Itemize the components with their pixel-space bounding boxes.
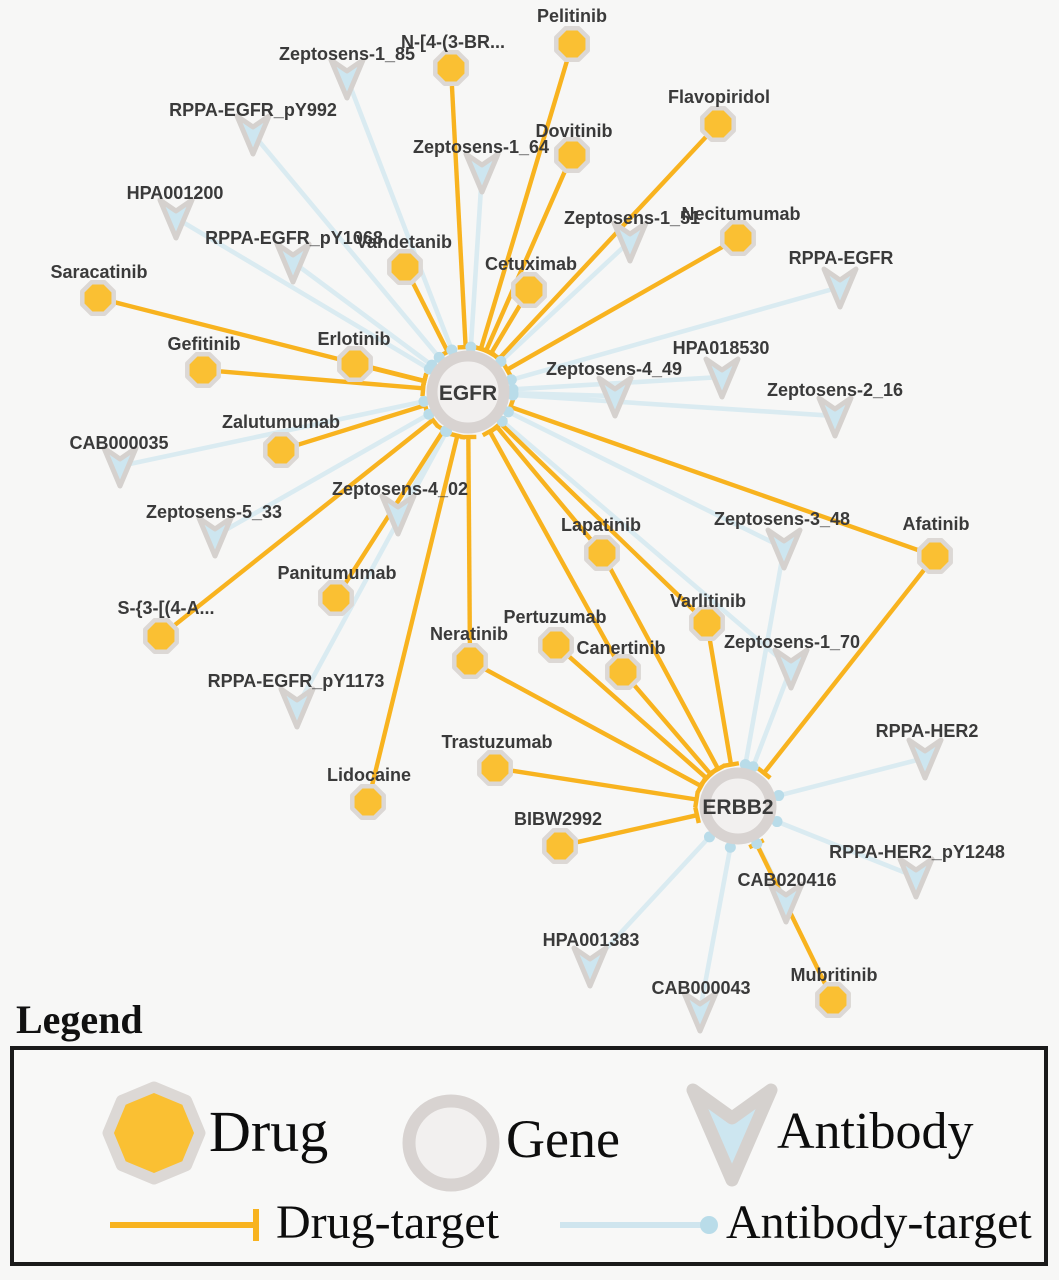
- drug-node-flavopiridol[interactable]: [702, 108, 733, 139]
- drug-octagon: [607, 656, 638, 687]
- cetuximab-label: Cetuximab: [484, 254, 578, 274]
- rppa-egfr-label: RPPA-EGFR: [788, 248, 894, 268]
- drug-node-trastuzumab[interactable]: [479, 752, 510, 783]
- drug-node-zalutumumab[interactable]: [265, 434, 296, 465]
- edge-varlitinib-erbb2: [710, 641, 731, 765]
- antibody-chevron: [160, 200, 192, 238]
- drug-octagon: [265, 434, 296, 465]
- drug-node-n-4-3-br[interactable]: [435, 52, 466, 83]
- antibody-chevron: [775, 650, 807, 688]
- drug-octagon: [389, 251, 420, 282]
- varlitinib-label: Varlitinib: [669, 591, 747, 611]
- drug-octagon: [352, 786, 383, 817]
- z1-51-label: Zeptosens-1_51: [563, 208, 701, 228]
- dovitinib-label: Dovitinib: [535, 121, 613, 141]
- s-3-4-a-label: S-{3-[(4-A...: [117, 598, 215, 618]
- drug-node-erlotinib[interactable]: [339, 348, 370, 379]
- antibody-node-z1-85[interactable]: [331, 60, 363, 98]
- drug-node-pertuzumab[interactable]: [540, 629, 571, 660]
- drug-node-bibw2992[interactable]: [544, 830, 575, 861]
- z1-85-label: Zeptosens-1_85: [278, 44, 416, 64]
- drug-octagon: [513, 274, 544, 305]
- antibody-node-z1-64[interactable]: [466, 154, 498, 192]
- antibody-chevron: [104, 448, 136, 486]
- canertinib-label: Canertinib: [576, 638, 666, 658]
- lidocaine-label: Lidocaine: [326, 765, 412, 785]
- drug-node-canertinib[interactable]: [607, 656, 638, 687]
- flavopiridol-label: Flavopiridol: [667, 87, 771, 107]
- edge-n-4-3-br-egfr: [452, 86, 466, 347]
- drug-node-mubritinib[interactable]: [817, 984, 848, 1015]
- antibody-node-hpa001383[interactable]: [574, 948, 606, 986]
- drug-octagon: [556, 139, 587, 170]
- antibody-node-py1248[interactable]: [900, 859, 932, 897]
- py1173-label: RPPA-EGFR_pY1173: [207, 671, 385, 691]
- hpa001383-label: HPA001383: [542, 930, 640, 950]
- antibody-node-icon: [682, 1078, 782, 1188]
- hpa001200-label: HPA001200: [126, 183, 224, 203]
- drug-octagon: [145, 620, 176, 651]
- drug-node-lapatinib[interactable]: [586, 537, 617, 568]
- tee-arrowhead: [695, 792, 697, 808]
- erlotinib-label: Erlotinib: [317, 329, 391, 349]
- n-4-3-br-label: N-[4-(3-BR...: [401, 32, 505, 52]
- drug-node-gefitinib[interactable]: [187, 354, 218, 385]
- antibody-node-z1-51[interactable]: [614, 223, 646, 261]
- tee-arrowhead: [695, 807, 699, 823]
- antibody-chevron: [277, 244, 309, 282]
- legend-drug-label: Drug: [209, 1099, 329, 1164]
- lapatinib-label: Lapatinib: [561, 515, 641, 535]
- z2-16-label: Zeptosens-2_16: [766, 380, 904, 400]
- gene-node-icon: [396, 1088, 506, 1198]
- antibody-chevron: [614, 223, 646, 261]
- drug-octagon: [556, 28, 587, 59]
- rppa-her2-label: RPPA-HER2: [875, 721, 979, 741]
- py1068-label: RPPA-EGFR_pY1068: [205, 228, 383, 248]
- legend-antibody-label: Antibody: [777, 1103, 974, 1160]
- edge-trastuzumab-erbb2: [513, 771, 697, 800]
- tee-arrowhead: [422, 373, 426, 389]
- antibody-node-py1173[interactable]: [281, 689, 313, 727]
- z1-70-label: Zeptosens-1_70: [723, 632, 861, 652]
- py992-label: RPPA-EGFR_pY992: [169, 100, 337, 120]
- antibody-chevron: [466, 154, 498, 192]
- pelitinib-label: Pelitinib: [536, 6, 608, 26]
- z5-33-label: Zeptosens-5_33: [145, 502, 283, 522]
- drug-node-pelitinib[interactable]: [556, 28, 587, 59]
- z3-48-label: Zeptosens-3_48: [713, 509, 851, 529]
- mubritinib-label: Mubritinib: [790, 965, 878, 985]
- drug-octagon: [82, 282, 113, 313]
- pertuzumab-label: Pertuzumab: [503, 607, 607, 627]
- hpa018530-label: HPA018530: [672, 338, 770, 358]
- drug-node-varlitinib[interactable]: [691, 607, 722, 638]
- drug-octagon: [435, 52, 466, 83]
- cab000043-label: CAB000043: [651, 978, 751, 998]
- legend-gene-label: Gene: [506, 1109, 620, 1169]
- cab000035-label: CAB000035: [69, 433, 169, 453]
- erbb2-label: ERBB2: [702, 796, 774, 819]
- antibody-chevron: [574, 948, 606, 986]
- drug-node-vandetanib[interactable]: [389, 251, 420, 282]
- antibody-chevron: [199, 518, 231, 556]
- antibody-target-edge-icon: [554, 1205, 724, 1245]
- egfr-label: EGFR: [438, 382, 498, 405]
- drug-octagon: [919, 540, 950, 571]
- edge-z1-64-egfr: [471, 180, 482, 347]
- antibody-node-cab000035[interactable]: [104, 448, 136, 486]
- drug-node-s-3-4-a[interactable]: [145, 620, 176, 651]
- necitumumab-label: Necitumumab: [681, 204, 801, 224]
- edge-erlotinib-egfr: [372, 368, 424, 381]
- drug-target-edge-icon: [104, 1205, 274, 1245]
- gefitinib-label: Gefitinib: [167, 334, 241, 354]
- drug-octagon: [586, 537, 617, 568]
- z1-64-label: Zeptosens-1_64: [412, 137, 550, 157]
- antibody-chevron: [768, 530, 800, 568]
- bibw2992-label: BIBW2992: [513, 809, 603, 829]
- z4-02-label: Zeptosens-4_02: [331, 479, 469, 499]
- antibody-node-hpa001200[interactable]: [160, 200, 192, 238]
- antibody-chevron: [900, 859, 932, 897]
- drug-node-saracatinib[interactable]: [82, 282, 113, 313]
- drug-node-cetuximab[interactable]: [513, 274, 544, 305]
- afatinib-label: Afatinib: [902, 514, 970, 534]
- drug-octagon: [454, 645, 485, 676]
- drug-node-dovitinib[interactable]: [556, 139, 587, 170]
- cab020416-label: CAB020416: [737, 870, 837, 890]
- drug-node-lidocaine[interactable]: [352, 786, 383, 817]
- drug-octagon: [320, 582, 351, 613]
- drug-node-panitumumab[interactable]: [320, 582, 351, 613]
- antibody-node-z1-70[interactable]: [775, 650, 807, 688]
- panitumumab-label: Panitumumab: [277, 563, 397, 583]
- trastuzumab-label: Trastuzumab: [441, 732, 553, 752]
- drug-node-icon: [99, 1078, 209, 1188]
- drug-node-afatinib[interactable]: [919, 540, 950, 571]
- vandetanib-label: Vandetanib: [355, 232, 453, 252]
- tee-arrowhead: [723, 763, 739, 766]
- legend-drug-target-label: Drug-target: [276, 1196, 500, 1249]
- antibody-chevron: [281, 689, 313, 727]
- legend-antibody-target-label: Antibody-target: [726, 1196, 1032, 1249]
- antibody-node-z3-48[interactable]: [768, 530, 800, 568]
- drug-node-necitumumab[interactable]: [722, 222, 753, 253]
- zalutumumab-label: Zalutumumab: [221, 412, 341, 432]
- saracatinib-label: Saracatinib: [50, 262, 148, 282]
- py1248-label: RPPA-HER2_pY1248: [829, 842, 1005, 862]
- drug-octagon: [702, 108, 733, 139]
- antibody-chevron: [331, 60, 363, 98]
- edge-neratinib-egfr: [468, 437, 470, 643]
- drug-octagon: [544, 830, 575, 861]
- drug-octagon: [722, 222, 753, 253]
- drug-octagon: [817, 984, 848, 1015]
- antibody-node-py1068[interactable]: [277, 244, 309, 282]
- drug-octagon: [691, 607, 722, 638]
- legend-box: [10, 1046, 1048, 1266]
- antibody-node-z5-33[interactable]: [199, 518, 231, 556]
- drug-octagon: [540, 629, 571, 660]
- neratinib-label: Neratinib: [429, 624, 509, 644]
- drug-octagon: [479, 752, 510, 783]
- drug-node-neratinib[interactable]: [454, 645, 485, 676]
- drug-octagon: [187, 354, 218, 385]
- edge-rppa-her2-erbb2: [779, 760, 918, 796]
- z4-49-label: Zeptosens-4_49: [545, 359, 683, 379]
- drug-octagon: [339, 348, 370, 379]
- legend-title: Legend: [16, 997, 143, 1042]
